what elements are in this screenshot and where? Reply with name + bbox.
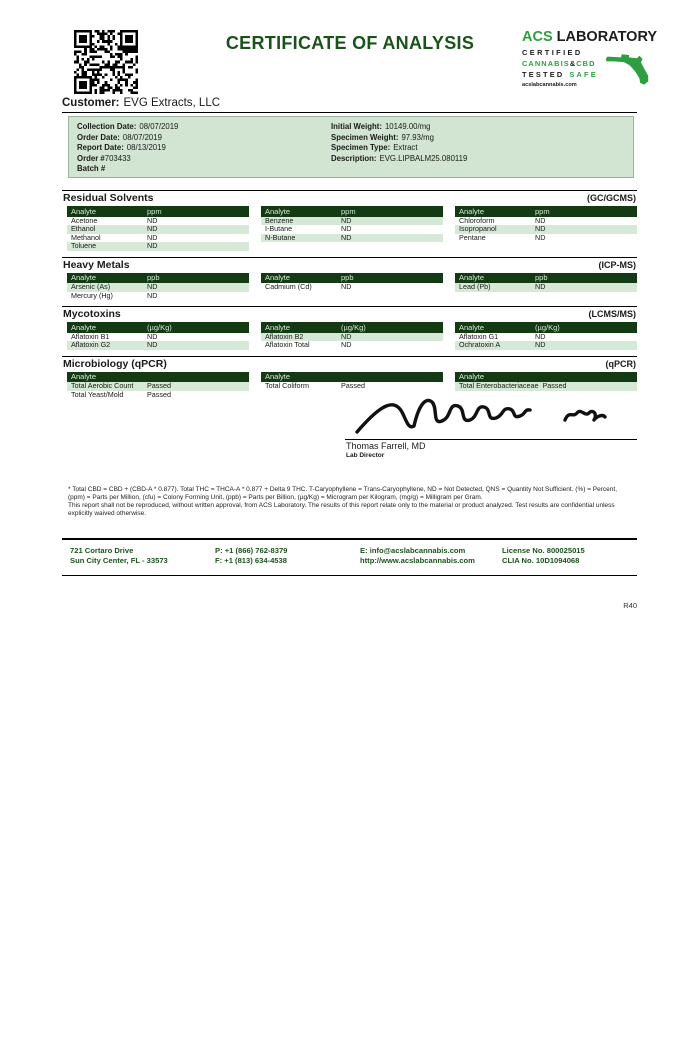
analyte-name: Isopropanol xyxy=(459,224,497,233)
section-header xyxy=(62,258,637,273)
footer-phone xyxy=(215,546,360,566)
analyte-table xyxy=(455,273,637,301)
footer xyxy=(62,538,637,576)
analyte-name: Chloroform xyxy=(459,215,495,225)
analyte-value: ND xyxy=(341,232,352,242)
analyte-table xyxy=(261,322,443,350)
analyte-value: ND xyxy=(147,232,158,242)
test-section xyxy=(62,257,637,301)
analyte-value: ND xyxy=(147,224,158,233)
section-title: Microbiology (qPCR) xyxy=(63,357,167,370)
unit-header: ppb xyxy=(341,273,354,283)
signatory-name: Thomas Farrell, MD xyxy=(346,441,426,451)
analyte-header: Analyte xyxy=(265,322,291,332)
disclaimer xyxy=(68,486,635,518)
signature-block xyxy=(345,390,637,465)
unit-header: ppm xyxy=(147,206,162,216)
info-label: Specimen Weight: xyxy=(331,132,399,142)
info-column-left xyxy=(77,122,178,175)
analyte-name: Cadmium (Cd) xyxy=(265,282,312,291)
analyte-table xyxy=(67,273,249,301)
acs-laboratory-logo xyxy=(522,29,672,88)
analyte-row xyxy=(455,341,637,350)
analyte-value: ND xyxy=(341,224,352,233)
table-header-row xyxy=(455,322,637,333)
logo-wordmark xyxy=(522,29,672,45)
analyte-name: Total Coliform xyxy=(265,381,309,390)
page-title: CERTIFICATE OF ANALYSIS xyxy=(225,33,475,53)
analyte-table xyxy=(261,273,443,301)
analyte-header: Analyte xyxy=(265,206,291,216)
analyte-value: ND xyxy=(147,331,158,341)
info-value: EVG.LIPBALM25.080119 xyxy=(379,153,468,163)
info-field xyxy=(331,154,467,165)
analyte-header: Analyte xyxy=(71,372,97,382)
unit-header: (µg/Kg) xyxy=(341,322,366,332)
website-line: http://www.acslabcannabis.com xyxy=(360,555,475,565)
logo-certified-text: CERTIFIED xyxy=(522,48,583,57)
info-label: Batch # xyxy=(77,164,106,174)
info-field xyxy=(331,143,467,154)
logo-cannabis-cbd-text xyxy=(522,59,602,68)
analyte-value: ND xyxy=(535,215,546,225)
test-section xyxy=(62,306,637,350)
analyte-value: ND xyxy=(535,224,546,233)
info-label: Report Date: xyxy=(77,143,124,153)
analyte-value: ND xyxy=(147,241,158,250)
analyte-value: Passed xyxy=(147,389,171,399)
phone-line: P: +1 (866) 762-8379 xyxy=(215,546,288,555)
analyte-table xyxy=(67,322,249,350)
logo-safe: SAFE xyxy=(569,70,598,79)
info-label: Order # xyxy=(77,153,105,163)
analyte-name: Total Enterobacteriaceae xyxy=(459,381,539,390)
signatory-role: Lab Director xyxy=(346,452,385,459)
analyte-table xyxy=(67,206,249,251)
disclaimer-definitions: * Total CBD = CBD + (CBD-A * 0.877). Total THC = THCA-A * 0.877 + Delta 9 THC. T-Caryophyllene = Trans-Caryophyllene, ND = Not Detected, QNS = Quantity Not Sufficient. (%) = Percent, (ppm) = Parts per Million, (cfu) = Colony Forming Unit, (ppb) = Parts per Billion, (µg/Kg) = Microgram per Kilogram, (mg/g) = Milligram per Gram. xyxy=(68,486,618,502)
analyte-value: Passed xyxy=(147,381,171,390)
analyte-header: Analyte xyxy=(459,206,485,216)
analyte-row xyxy=(67,292,249,301)
logo-cbd: CBD xyxy=(576,59,596,68)
signature-image xyxy=(353,392,623,438)
analyte-name: Ethanol xyxy=(71,224,96,233)
analyte-row xyxy=(261,283,443,292)
analyte-name: Aflatoxin G2 xyxy=(71,340,111,349)
analyte-name: Aflatoxin G1 xyxy=(459,331,499,341)
analyte-header: Analyte xyxy=(459,322,485,332)
analyte-value: ND xyxy=(535,232,546,242)
info-field xyxy=(331,122,467,133)
table-header-row xyxy=(455,206,637,217)
section-method: (qPCR) xyxy=(605,358,636,369)
logo-acs-text: ACS xyxy=(522,29,553,45)
analyte-row xyxy=(67,242,249,251)
analyte-value: ND xyxy=(341,282,352,291)
unit-header: ppb xyxy=(535,273,548,283)
signature-line xyxy=(345,439,637,440)
analyte-name: Total Yeast/Mold xyxy=(71,389,124,399)
test-sections xyxy=(62,190,637,405)
info-field xyxy=(77,122,178,133)
info-value: 703433 xyxy=(104,153,131,163)
section-tables xyxy=(62,273,637,301)
analyte-header: Analyte xyxy=(71,206,97,216)
analyte-header: Analyte xyxy=(459,273,485,283)
table-header-row xyxy=(67,322,249,333)
analyte-name: Arsenic (As) xyxy=(71,282,111,291)
analyte-name: Methanol xyxy=(71,232,101,242)
revision-label: R40 xyxy=(623,601,637,610)
analyte-name: Benzene xyxy=(265,215,294,225)
section-title: Heavy Metals xyxy=(63,258,130,271)
analyte-value: ND xyxy=(341,331,352,341)
analyte-header: Analyte xyxy=(459,372,485,382)
analyte-table xyxy=(67,372,249,400)
section-method: (ICP-MS) xyxy=(598,259,636,270)
analyte-value: ND xyxy=(147,215,158,225)
analyte-value: ND xyxy=(147,340,158,349)
analyte-value: ND xyxy=(341,215,352,225)
info-value: 97.93/mg xyxy=(401,132,434,142)
footer-license xyxy=(502,546,637,566)
info-field xyxy=(77,133,178,144)
section-title: Residual Solvents xyxy=(63,192,154,204)
logo-ampersand: & xyxy=(569,59,577,68)
section-header xyxy=(62,357,637,372)
unit-header: (µg/Kg) xyxy=(535,322,560,332)
analyte-table xyxy=(455,206,637,251)
section-header xyxy=(62,191,637,206)
section-method: (GC/GCMS) xyxy=(587,193,636,203)
unit-header: ppm xyxy=(341,206,356,216)
section-title: Mycotoxins xyxy=(63,308,121,320)
analyte-name: Lead (Pb) xyxy=(459,282,491,291)
clia-line: CLIA No. 10D1094068 xyxy=(502,555,580,565)
section-tables xyxy=(62,206,637,251)
analyte-name: Pentane xyxy=(459,232,486,242)
analyte-name: Toluene xyxy=(71,241,97,250)
customer-row xyxy=(62,97,637,113)
analyte-name: Total Aerobic Count xyxy=(71,381,134,390)
logo-laboratory-text: LABORATORY xyxy=(556,29,658,45)
footer-contact xyxy=(360,546,502,566)
analyte-value: ND xyxy=(535,282,546,291)
analyte-header: Analyte xyxy=(71,273,97,283)
table-header-row xyxy=(261,322,443,333)
logo-tested-safe-text xyxy=(522,70,602,79)
email-line: E: info@acslabcannabis.com xyxy=(360,546,466,555)
info-value: 08/07/2019 xyxy=(139,122,179,131)
unit-header: ppm xyxy=(535,206,550,216)
analyte-header: Analyte xyxy=(265,372,291,382)
unit-header: ppb xyxy=(147,273,160,283)
qr-code-image xyxy=(74,30,138,94)
analyte-table xyxy=(261,206,443,251)
analyte-row xyxy=(455,234,637,243)
qr-code xyxy=(74,30,138,94)
info-value: 08/07/2019 xyxy=(122,132,162,142)
section-header xyxy=(62,307,637,322)
customer-label: Customer: xyxy=(62,97,120,109)
specimen-info-box xyxy=(68,116,634,178)
info-field xyxy=(77,154,178,165)
info-field xyxy=(77,143,178,154)
analyte-name: Aflatoxin Total xyxy=(265,340,310,349)
info-label: Description: xyxy=(331,153,377,163)
customer-name: EVG Extracts, LLC xyxy=(123,97,221,109)
info-field xyxy=(77,164,178,175)
info-field xyxy=(331,133,467,144)
analyte-name: N-Butane xyxy=(265,232,296,242)
logo-website-text: acslabcannabis.com xyxy=(522,82,577,88)
disclaimer-legal: This report shall not be reproduced, without written approval, from ACS Laboratory. The results of this report relate only to the material or product analyzed. Test results are confidential unless explicitly waived otherwise. xyxy=(68,502,615,518)
info-value: 08/13/2019 xyxy=(126,143,166,153)
analyte-row xyxy=(67,391,249,400)
analyte-row xyxy=(261,341,443,350)
table-header-row xyxy=(261,206,443,217)
analyte-name: Aflatoxin B2 xyxy=(265,331,304,341)
analyte-value: ND xyxy=(341,340,352,349)
info-label: Specimen Type: xyxy=(331,143,391,153)
info-value: Extract xyxy=(393,143,418,153)
analyte-name: Ochratoxin A xyxy=(459,340,501,349)
analyte-row xyxy=(67,341,249,350)
analyte-header: Analyte xyxy=(265,273,291,283)
analyte-value: ND xyxy=(535,331,546,341)
info-label: Initial Weight: xyxy=(331,122,382,131)
analyte-name: Aflatoxin B1 xyxy=(71,331,110,341)
analyte-table xyxy=(455,322,637,350)
license-line: License No. 800025015 xyxy=(502,546,585,555)
address-line-1: 721 Cortaro Drive xyxy=(70,546,134,555)
analyte-value: Passed xyxy=(542,381,567,390)
analyte-row xyxy=(455,283,637,292)
table-header-row xyxy=(67,206,249,217)
footer-address xyxy=(70,546,215,566)
fax-line: F: +1 (813) 634-4538 xyxy=(215,555,287,565)
florida-icon xyxy=(604,51,654,87)
analyte-name: Mercury (Hg) xyxy=(71,290,113,300)
analyte-name: Acetone xyxy=(71,215,98,225)
section-tables xyxy=(62,322,637,350)
info-value: 10149.00/mg xyxy=(384,122,431,131)
analyte-value: Passed xyxy=(341,381,365,390)
analyte-value: ND xyxy=(535,340,546,349)
test-section xyxy=(62,190,637,251)
info-column-right xyxy=(331,122,467,164)
analyte-value: ND xyxy=(147,282,158,291)
section-method: (LCMS/MS) xyxy=(588,309,636,319)
unit-header: (µg/Kg) xyxy=(147,322,172,332)
logo-tested: TESTED xyxy=(522,70,565,79)
logo-cannabis: CANNABIS xyxy=(522,59,570,68)
info-label: Collection Date: xyxy=(77,122,137,131)
analyte-name: I-Butane xyxy=(265,224,293,233)
info-label: Order Date: xyxy=(77,132,120,142)
analyte-header: Analyte xyxy=(71,322,97,332)
analyte-value: ND xyxy=(147,290,158,300)
address-line-2: Sun City Center, FL - 33573 xyxy=(70,555,168,565)
analyte-row xyxy=(261,234,443,243)
